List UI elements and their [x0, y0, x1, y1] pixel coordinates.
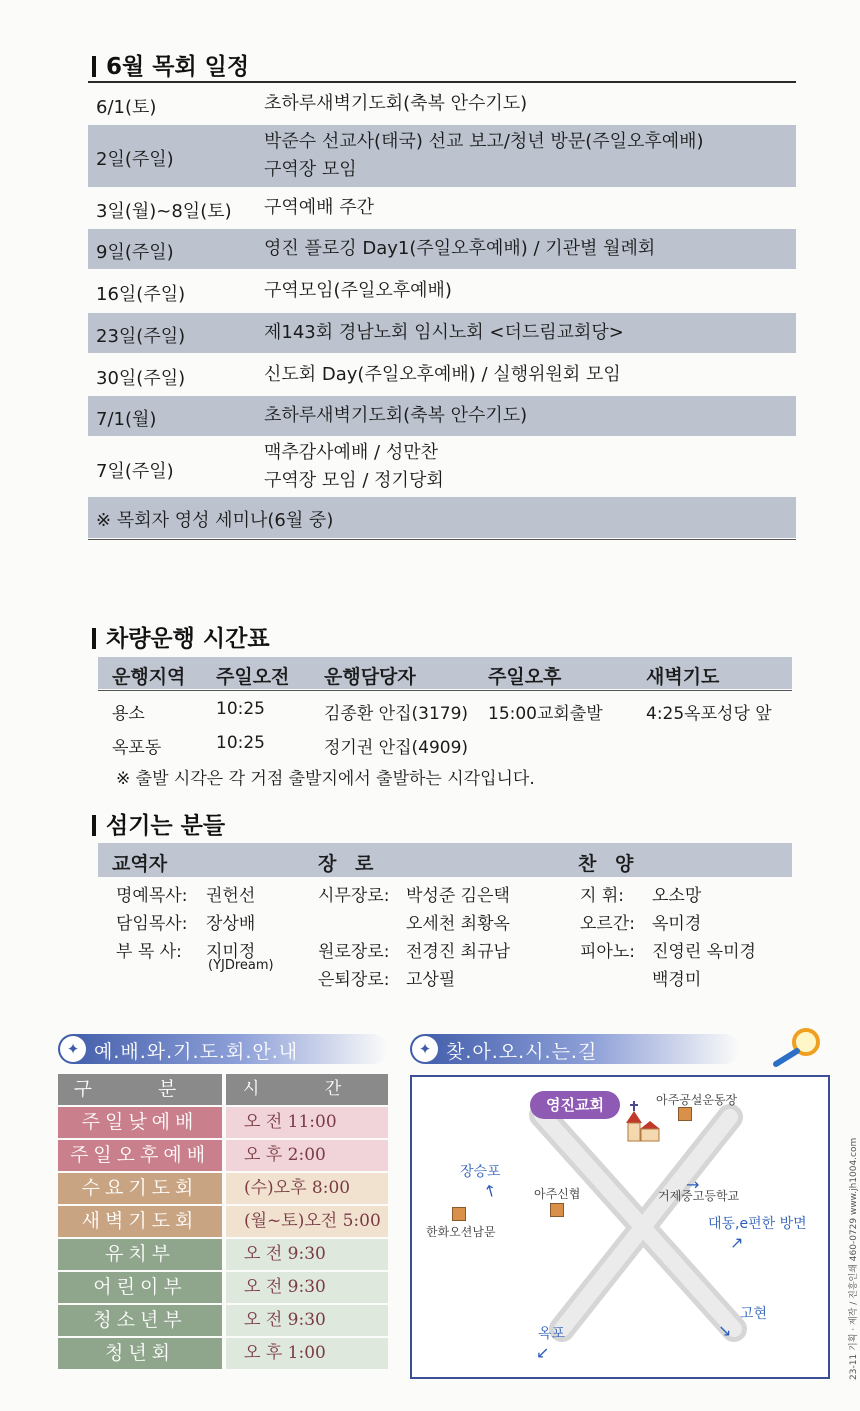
worship-header-row: 구 분 시 간: [58, 1074, 388, 1105]
dove-icon: ✦: [412, 1036, 438, 1062]
worship-banner: ✦ 예.배.와.기.도.회.안.내: [58, 1034, 388, 1064]
elder-role: 원로장로:: [318, 942, 390, 962]
music-role: 피아노:: [580, 942, 635, 962]
map-label: 한화오션남문: [426, 1225, 496, 1239]
worship-name: 주일오후예배: [58, 1140, 222, 1171]
arrow-icon: ↗: [730, 1233, 744, 1252]
worship-row: [58, 1206, 388, 1237]
schedule-bottom-rule: [88, 539, 796, 540]
elder-names: 오세천 최황옥: [406, 914, 510, 934]
directions-banner: ✦ 찾.아.오.시.는.길: [410, 1034, 740, 1064]
music-names: 옥미경: [652, 914, 702, 934]
music-role: 오르간:: [580, 914, 635, 934]
worship-row: [58, 1140, 388, 1171]
schedule-title: 6월 목회 일정: [92, 48, 249, 81]
music-names: 진영린 옥미경: [652, 942, 756, 962]
worship-row: [58, 1107, 388, 1138]
worship-row: [58, 1239, 388, 1270]
clergy-sub: (YJDream): [208, 958, 274, 973]
worship-name: 청소년부: [58, 1305, 222, 1336]
worship-time: 오 전 9:30: [226, 1239, 388, 1270]
vehicle-row: 옥포동 10:25 정기권 안집(4909): [112, 733, 469, 758]
arrow-icon: ↘: [718, 1321, 732, 1340]
servers-title: 섬기는 분들: [92, 807, 225, 840]
schedule-row: 2일(주일) 박준수 선교사(태국) 선교 보고/청년 방문(주일오후예배) 구역장 모임: [88, 125, 796, 187]
servers-header: 교역자 장 로 찬 양: [98, 843, 792, 877]
clergy-name: 장상배: [206, 914, 256, 934]
music-names: 백경미: [652, 970, 702, 990]
worship-name: 청년회: [58, 1338, 222, 1369]
clergy-role: 명예목사:: [116, 886, 188, 906]
worship-time: 오 전 9:30: [226, 1272, 388, 1303]
music-role: 지 휘:: [580, 886, 624, 906]
music-names: 오소망: [652, 886, 702, 906]
clergy-name: 지미정: [206, 942, 256, 962]
vehicle-note: ※ 출발 시각은 각 거점 출발지에서 출발하는 시각입니다.: [116, 769, 535, 789]
clergy-role: 담임목사:: [116, 914, 188, 934]
map-label: 대동,e편한 방면: [708, 1216, 807, 1232]
elder-names: 전경진 최규남: [406, 942, 510, 962]
map-label: 옥포: [538, 1326, 566, 1342]
schedule-note: ※ 목회자 영성 세미나(6월 중): [88, 497, 796, 538]
worship-row: [58, 1272, 388, 1303]
worship-time: 오 전 9:30: [226, 1305, 388, 1336]
schedule-row: 30일(주일) 신도회 Day(주일오후예배) / 실행위원회 모임: [96, 364, 621, 389]
worship-time: 오 후 2:00: [226, 1140, 388, 1171]
worship-time: (월~토)오전 5:00: [226, 1206, 388, 1237]
elder-role: 시무장로:: [318, 886, 390, 906]
schedule-row: 16일(주일) 구역모임(주일오후예배): [96, 280, 452, 305]
schedule-row: 6/1(토) 초하루새벽기도회(축복 안수기도): [96, 93, 528, 118]
clergy-role: 부 목 사:: [116, 942, 182, 962]
arrow-icon: ↙: [536, 1343, 550, 1362]
vehicle-row: 용소 10:25 김종환 안집(3179) 15:00교회출발 4:25옥포성당 앞: [112, 699, 772, 724]
elder-names: 고상필: [406, 970, 456, 990]
map-label: 아주공설운동장: [656, 1093, 738, 1107]
dove-icon: ✦: [60, 1036, 86, 1062]
directions-map: [410, 1075, 830, 1379]
schedule-row: 3일(월)~8일(토) 구역예배 주간: [96, 197, 375, 222]
worship-name: 유치부: [58, 1239, 222, 1270]
schedule-row: 9일(주일) 영진 플로깅 Day1(주일오후예배) / 기관별 월례회: [88, 229, 796, 269]
worship-name: 어린이부: [58, 1272, 222, 1303]
church-icon: [620, 1101, 660, 1149]
elder-names: 박성준 김은택: [406, 886, 510, 906]
schedule-top-rule: [88, 81, 796, 83]
worship-row: [58, 1338, 388, 1369]
worship-name: 수요기도회: [58, 1173, 222, 1204]
worship-time: 오 후 1:00: [226, 1338, 388, 1369]
map-label: 아주신협: [534, 1187, 581, 1201]
arrow-icon: ↖: [480, 1178, 502, 1203]
worship-name: 새벽기도회: [58, 1206, 222, 1237]
schedule-row: 7일(주일) 맥추감사예배 / 성만찬 구역장 모임 / 정기당회: [96, 442, 444, 491]
worship-time: 오 전 11:00: [226, 1107, 388, 1138]
clergy-name: 권헌선: [206, 886, 256, 906]
map-label: 고현: [740, 1306, 768, 1322]
arrow-icon: →: [686, 1175, 700, 1194]
building-icon: [452, 1207, 466, 1221]
vehicle-rule: [98, 690, 792, 691]
vehicle-header: 운행지역 주일오전 운행담당자 주일오후 새벽기도: [98, 657, 792, 689]
magnifier-icon: [770, 1026, 826, 1074]
worship-name: 주일낮예배: [58, 1107, 222, 1138]
vehicle-title: 차량운행 시간표: [92, 620, 270, 653]
printer-credit: 23-11 기획 · 제작 / 진흥인쇄 460-0729 www.jh1004.com: [849, 1137, 859, 1380]
map-label: 거제중고등학교: [658, 1189, 740, 1203]
building-icon: [550, 1203, 564, 1217]
worship-row: [58, 1305, 388, 1336]
church-bubble: 영진교회: [530, 1091, 620, 1119]
building-icon: [678, 1107, 692, 1121]
worship-row: [58, 1173, 388, 1204]
worship-time: (수)오후 8:00: [226, 1173, 388, 1204]
schedule-row: 7/1(월) 초하루새벽기도회(축복 안수기도): [88, 396, 796, 436]
schedule-row: 23일(주일) 제143회 경남노회 임시노회 <더드림교회당>: [88, 313, 796, 353]
map-label: 장승포: [460, 1164, 501, 1180]
elder-role: 은퇴장로:: [318, 970, 390, 990]
